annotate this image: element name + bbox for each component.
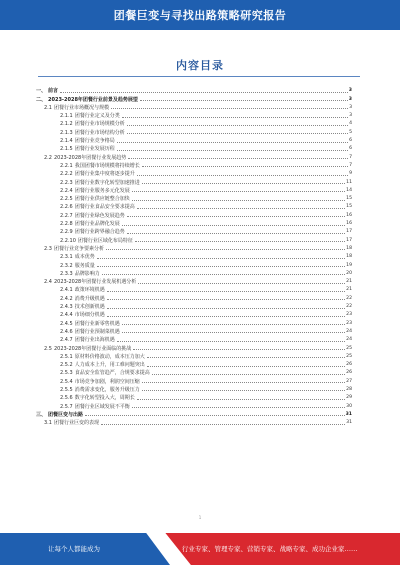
toc-entry-number: 2.4.1 bbox=[60, 287, 73, 294]
toc-entry-number: 2.4.5 bbox=[60, 320, 73, 327]
toc-entry[interactable] bbox=[36, 260, 352, 268]
toc-entry[interactable] bbox=[36, 269, 352, 277]
toc-entry-number: 2.3.1 bbox=[60, 254, 73, 261]
toc-entry-page: 23 bbox=[346, 320, 352, 326]
toc-entry-title[interactable]: 技术创新机遇 bbox=[74, 304, 105, 311]
toc-entry[interactable] bbox=[36, 318, 352, 326]
toc-entry-page: 26 bbox=[346, 370, 352, 376]
toc-entry-page: 3 bbox=[348, 96, 352, 102]
toc-entry[interactable] bbox=[36, 161, 352, 169]
toc-entry-page: 3 bbox=[349, 113, 352, 119]
toc-entry-number: 2.4.4 bbox=[60, 312, 73, 319]
toc-entry-number: 2.5.5 bbox=[60, 386, 73, 393]
toc-entry-page: 23 bbox=[346, 312, 352, 318]
toc-leader-dots bbox=[122, 332, 345, 333]
toc-entry-title[interactable]: 团餐行业出海机遇 bbox=[74, 337, 115, 344]
toc-leader-dots bbox=[107, 291, 345, 292]
toc-entry[interactable] bbox=[36, 169, 352, 177]
toc-entry[interactable] bbox=[36, 327, 352, 335]
toc-leader-dots bbox=[140, 100, 348, 101]
toc-entry-number: 2.1.1 bbox=[60, 113, 73, 120]
toc-entry-title[interactable]: 数字化转型投入大，周期长 bbox=[74, 395, 135, 402]
toc-leader-dots bbox=[101, 424, 345, 425]
toc-entry-number: 2.4 bbox=[44, 279, 52, 286]
toc-entry-number: 2.2.6 bbox=[60, 204, 73, 211]
toc-entry-title[interactable]: 前言 bbox=[48, 88, 59, 95]
toc-entry-page: 14 bbox=[346, 187, 352, 193]
toc-entry-title[interactable]: 2023-2028年团餐行业前景及趋势展望 bbox=[48, 96, 138, 103]
toc-entry-number: 2.3.2 bbox=[60, 262, 73, 269]
toc-entry-page: 11 bbox=[346, 179, 352, 185]
toc-entry-number: 2.2.3 bbox=[60, 179, 73, 186]
toc-entry[interactable] bbox=[36, 410, 352, 418]
toc-leader-dots bbox=[128, 158, 348, 159]
toc-entry[interactable] bbox=[36, 310, 352, 318]
toc-entry-number: 2.5.6 bbox=[60, 395, 73, 402]
header-bar bbox=[0, 0, 400, 30]
toc-entry[interactable] bbox=[36, 244, 352, 252]
toc-entry-number: 2.2.7 bbox=[60, 212, 73, 219]
toc-leader-dots bbox=[135, 241, 345, 242]
toc-entry-number: 2.4.3 bbox=[60, 304, 73, 311]
toc-entry-page: 15 bbox=[346, 196, 352, 202]
toc-entry-number: 2.5.3 bbox=[60, 370, 73, 377]
toc-entry-number: 2.2.9 bbox=[60, 229, 73, 236]
toc-leader-dots bbox=[137, 399, 345, 400]
toc-entry-page: 3 bbox=[349, 104, 352, 110]
toc-entry-number: 2.1.4 bbox=[60, 138, 73, 145]
toc-entry[interactable] bbox=[36, 103, 352, 111]
toc-entry-number: 二、 bbox=[36, 96, 47, 103]
toc-entry-page: 22 bbox=[346, 295, 352, 301]
toc-leader-dots bbox=[133, 349, 345, 350]
toc-entry-number: 2.2.1 bbox=[60, 162, 73, 169]
toc-entry[interactable] bbox=[36, 393, 352, 401]
toc-leader-dots bbox=[117, 142, 348, 143]
toc-leader-dots bbox=[147, 366, 345, 367]
toc-entry[interactable] bbox=[36, 119, 352, 127]
toc-entry-page: 22 bbox=[346, 304, 352, 310]
toc-entry-title[interactable]: 团餐行业市场概况与规模 bbox=[53, 104, 109, 111]
toc-entry-title[interactable]: 团餐行业数字化转型加速推进 bbox=[74, 179, 140, 186]
toc-entry[interactable] bbox=[36, 401, 352, 409]
toc-leader-dots bbox=[137, 175, 348, 176]
toc-entry-title[interactable]: 团餐行业食品安全要求提高 bbox=[74, 204, 135, 211]
toc-leader-dots bbox=[152, 374, 345, 375]
toc-leader-dots bbox=[107, 299, 345, 300]
toc-entry[interactable] bbox=[36, 227, 352, 235]
toc-entry-page: 30 bbox=[346, 403, 352, 409]
footer-slogan-right: 行业专家、管理专家、营销专家、战略专家、成功企业家…… bbox=[182, 545, 358, 553]
toc-leader-dots bbox=[138, 283, 345, 284]
toc-entry-number: 2.5.1 bbox=[60, 353, 73, 360]
toc-entry-title[interactable]: 原材料价格波动，成本压力加大 bbox=[74, 353, 145, 360]
toc-entry-number: 2.1.5 bbox=[60, 146, 73, 153]
toc-entry-number: 2.1 bbox=[44, 104, 52, 111]
toc-entry-number: 2.5.4 bbox=[60, 378, 73, 385]
toc-entry-title[interactable]: 团餐行业区域化布局特征 bbox=[77, 237, 133, 244]
toc-entry-page: 5 bbox=[349, 129, 352, 135]
toc-entry[interactable] bbox=[36, 194, 352, 202]
toc-leader-dots bbox=[60, 92, 348, 93]
toc-entry[interactable] bbox=[36, 335, 352, 343]
toc-entry[interactable] bbox=[36, 277, 352, 285]
toc-entry-page: 17 bbox=[346, 229, 352, 235]
toc-entry-page: 18 bbox=[346, 245, 352, 251]
toc-entry-title[interactable]: 我国团餐市场规模将持续增长 bbox=[74, 162, 140, 169]
toc-entry-number: 三、 bbox=[36, 411, 47, 418]
toc-leader-dots bbox=[127, 133, 348, 134]
toc-entry[interactable] bbox=[36, 385, 352, 393]
toc-entry-title[interactable]: 团餐行业定义及分类 bbox=[74, 113, 120, 120]
toc-entry[interactable] bbox=[36, 144, 352, 152]
toc-leader-dots bbox=[132, 200, 345, 201]
toc-entry-number: 2.5 bbox=[44, 345, 52, 352]
toc-entry-title[interactable]: 团餐行业巨变的表现 bbox=[53, 420, 99, 427]
toc-heading: 内容目录 bbox=[176, 59, 224, 72]
toc-leader-dots bbox=[117, 150, 348, 151]
toc-entry-title[interactable]: 团餐行业品牌化发展 bbox=[74, 221, 120, 228]
toc-entry-number: 2.2.4 bbox=[60, 187, 73, 194]
toc-entry-page: 15 bbox=[346, 204, 352, 210]
toc-entry-number: 2.2.8 bbox=[60, 221, 73, 228]
toc-entry[interactable] bbox=[36, 293, 352, 301]
toc-entry-page: 7 bbox=[349, 154, 352, 160]
toc-entry[interactable] bbox=[36, 285, 352, 293]
toc-entry-title[interactable]: 服务质量 bbox=[74, 262, 95, 269]
toc-entry-number: 2.1.2 bbox=[60, 121, 73, 128]
toc-leader-dots bbox=[142, 382, 345, 383]
toc-entry-title[interactable]: 团餐行业竞争格局 bbox=[74, 138, 115, 145]
toc-entry-page: 17 bbox=[346, 237, 352, 243]
toc-entry-page: 25 bbox=[346, 353, 352, 359]
toc-entry-page: 16 bbox=[346, 212, 352, 218]
toc-leader-dots bbox=[132, 407, 345, 408]
toc-entry-title[interactable]: 消费升级机遇 bbox=[74, 295, 105, 302]
toc-entry-number: 2.5.7 bbox=[60, 403, 73, 410]
toc-entry-page: 6 bbox=[349, 146, 352, 152]
toc-entry-title[interactable]: 2023-2028年团餐行业发展趋势 bbox=[53, 154, 127, 161]
toc-entry-page: 24 bbox=[346, 328, 352, 334]
footer-slogan-left: 让每个人都能成为 bbox=[48, 545, 100, 553]
toc-entry[interactable] bbox=[36, 186, 352, 194]
toc-entry[interactable] bbox=[36, 86, 352, 94]
toc-entry-number: 3.1 bbox=[44, 420, 52, 427]
toc-leader-dots bbox=[142, 183, 345, 184]
toc-entry-number: 2.2.10 bbox=[60, 237, 76, 244]
toc-entry-title[interactable]: 团餐行业供应链整合加快 bbox=[74, 196, 130, 203]
toc-entry-title[interactable]: 食品安全监管趋严，合规要求提高 bbox=[74, 370, 150, 377]
toc-entry-title[interactable]: 市场竞争加剧，利润空间压缩 bbox=[74, 378, 140, 385]
toc-leader-dots bbox=[97, 258, 345, 259]
toc-leader-dots bbox=[102, 274, 345, 275]
toc-entry-title[interactable]: 人力成本上升，用工难问题突出 bbox=[74, 362, 145, 369]
toc-entry[interactable] bbox=[36, 210, 352, 218]
toc-entry-page: 31 bbox=[346, 420, 352, 426]
toc-entry[interactable] bbox=[36, 418, 352, 426]
toc-entry-title[interactable]: 消费需求变化，服务升级压力 bbox=[74, 386, 140, 393]
toc-entry-page: 3 bbox=[348, 88, 352, 94]
toc-entry[interactable] bbox=[36, 152, 352, 160]
toc-entry-number: 2.5.2 bbox=[60, 362, 73, 369]
toc-leader-dots bbox=[127, 125, 348, 126]
toc-entry-title[interactable]: 2023-2028年团餐行业发展机遇分析 bbox=[53, 279, 137, 286]
toc-entry-title[interactable]: 团餐行业服务多元化发展 bbox=[74, 187, 130, 194]
toc-entry-title[interactable]: 团餐行业市场规模分析 bbox=[74, 121, 125, 128]
toc-entry-title[interactable]: 团餐行业区域发展不平衡 bbox=[74, 403, 130, 410]
toc-entry-number: 2.3.3 bbox=[60, 270, 73, 277]
toc-entry-page: 29 bbox=[346, 395, 352, 401]
toc-leader-dots bbox=[85, 415, 345, 416]
toc-leader-dots bbox=[132, 191, 345, 192]
toc-entry-page: 24 bbox=[346, 337, 352, 343]
toc-entry-title[interactable]: 团餐巨变与出路 bbox=[48, 411, 84, 418]
toc-leader-dots bbox=[142, 390, 345, 391]
page-number: 1 bbox=[198, 515, 202, 520]
toc-leader-dots bbox=[127, 233, 345, 234]
toc-entry-page: 16 bbox=[346, 221, 352, 227]
toc-leader-dots bbox=[106, 249, 345, 250]
table-of-contents bbox=[36, 86, 352, 426]
toc-leader-dots bbox=[147, 357, 345, 358]
toc-entry-number: 一、 bbox=[36, 88, 47, 95]
toc-entry-title[interactable]: 团餐行业绿色发展趋势 bbox=[74, 212, 125, 219]
toc-entry[interactable] bbox=[36, 368, 352, 376]
toc-entry-title[interactable]: 成本优势 bbox=[74, 254, 95, 261]
footer-banner bbox=[0, 533, 400, 565]
toc-entry-title[interactable]: 政策环境机遇 bbox=[74, 287, 105, 294]
toc-entry[interactable] bbox=[36, 376, 352, 384]
toc-entry-number: 2.2.5 bbox=[60, 196, 73, 203]
toc-entry-title[interactable]: 团餐行业跨界融合趋势 bbox=[74, 229, 125, 236]
toc-leader-dots bbox=[137, 208, 345, 209]
toc-leader-dots bbox=[142, 166, 348, 167]
toc-leader-dots bbox=[107, 308, 345, 309]
heading-divider bbox=[38, 76, 360, 77]
toc-leader-dots bbox=[122, 225, 345, 226]
toc-entry[interactable] bbox=[36, 302, 352, 310]
toc-entry-number: 2.3 bbox=[44, 245, 52, 252]
toc-entry-page: 31 bbox=[345, 411, 352, 417]
toc-entry-title[interactable]: 团餐行业预制菜机遇 bbox=[74, 328, 120, 335]
toc-entry-number: 2.2.2 bbox=[60, 171, 73, 178]
toc-entry[interactable] bbox=[36, 219, 352, 227]
toc-entry[interactable] bbox=[36, 352, 352, 360]
toc-entry-page: 28 bbox=[346, 386, 352, 392]
toc-entry[interactable] bbox=[36, 177, 352, 185]
toc-entry-number: 2.4.6 bbox=[60, 328, 73, 335]
toc-entry-title[interactable]: 团餐行业发展历程 bbox=[74, 146, 115, 153]
toc-leader-dots bbox=[107, 316, 345, 317]
toc-entry-number: 2.4.7 bbox=[60, 337, 73, 344]
toc-entry[interactable] bbox=[36, 360, 352, 368]
toc-leader-dots bbox=[127, 216, 345, 217]
toc-entry-number: 2.1.3 bbox=[60, 129, 73, 136]
toc-leader-dots bbox=[122, 324, 345, 325]
report-title: 团餐巨变与寻找出路策略研究报告 bbox=[113, 9, 287, 22]
toc-entry[interactable] bbox=[36, 343, 352, 351]
toc-entry-page: 26 bbox=[346, 362, 352, 368]
toc-leader-dots bbox=[117, 341, 345, 342]
toc-entry[interactable] bbox=[36, 202, 352, 210]
toc-entry-title[interactable]: 团餐行业新零售机遇 bbox=[74, 320, 120, 327]
toc-entry-title[interactable]: 品牌影响力 bbox=[74, 270, 100, 277]
toc-entry-title[interactable]: 团餐行业集中度将逐步提升 bbox=[74, 171, 135, 178]
toc-entry[interactable] bbox=[36, 136, 352, 144]
toc-entry-title[interactable]: 市场细分机遇 bbox=[74, 312, 105, 319]
toc-entry-page: 18 bbox=[346, 254, 352, 260]
toc-leader-dots bbox=[97, 266, 345, 267]
toc-entry-page: 19 bbox=[346, 262, 352, 268]
toc-entry-page: 27 bbox=[346, 378, 352, 384]
toc-entry-page: 20 bbox=[346, 270, 352, 276]
toc-leader-dots bbox=[111, 108, 348, 109]
toc-entry[interactable] bbox=[36, 111, 352, 119]
toc-entry-title[interactable]: 团餐行业竞争要素分析 bbox=[53, 245, 104, 252]
toc-entry-page: 9 bbox=[349, 171, 352, 177]
toc-entry-page: 21 bbox=[346, 279, 352, 285]
toc-entry-title[interactable]: 团餐行业市场结构分析 bbox=[74, 129, 125, 136]
toc-entry[interactable] bbox=[36, 235, 352, 243]
toc-entry-page: 4 bbox=[349, 121, 352, 127]
toc-entry-number: 2.2 bbox=[44, 154, 52, 161]
toc-entry-page: 6 bbox=[349, 138, 352, 144]
toc-entry[interactable] bbox=[36, 94, 352, 102]
toc-entry-title[interactable]: 2023-2028年团餐行业面临的挑战 bbox=[53, 345, 132, 352]
toc-entry-page: 25 bbox=[346, 345, 352, 351]
toc-entry[interactable] bbox=[36, 252, 352, 260]
toc-entry-page: 21 bbox=[346, 287, 352, 293]
toc-entry-number: 2.4.2 bbox=[60, 295, 73, 302]
toc-leader-dots bbox=[122, 117, 348, 118]
toc-entry-page: 7 bbox=[349, 162, 352, 168]
toc-entry[interactable] bbox=[36, 127, 352, 135]
